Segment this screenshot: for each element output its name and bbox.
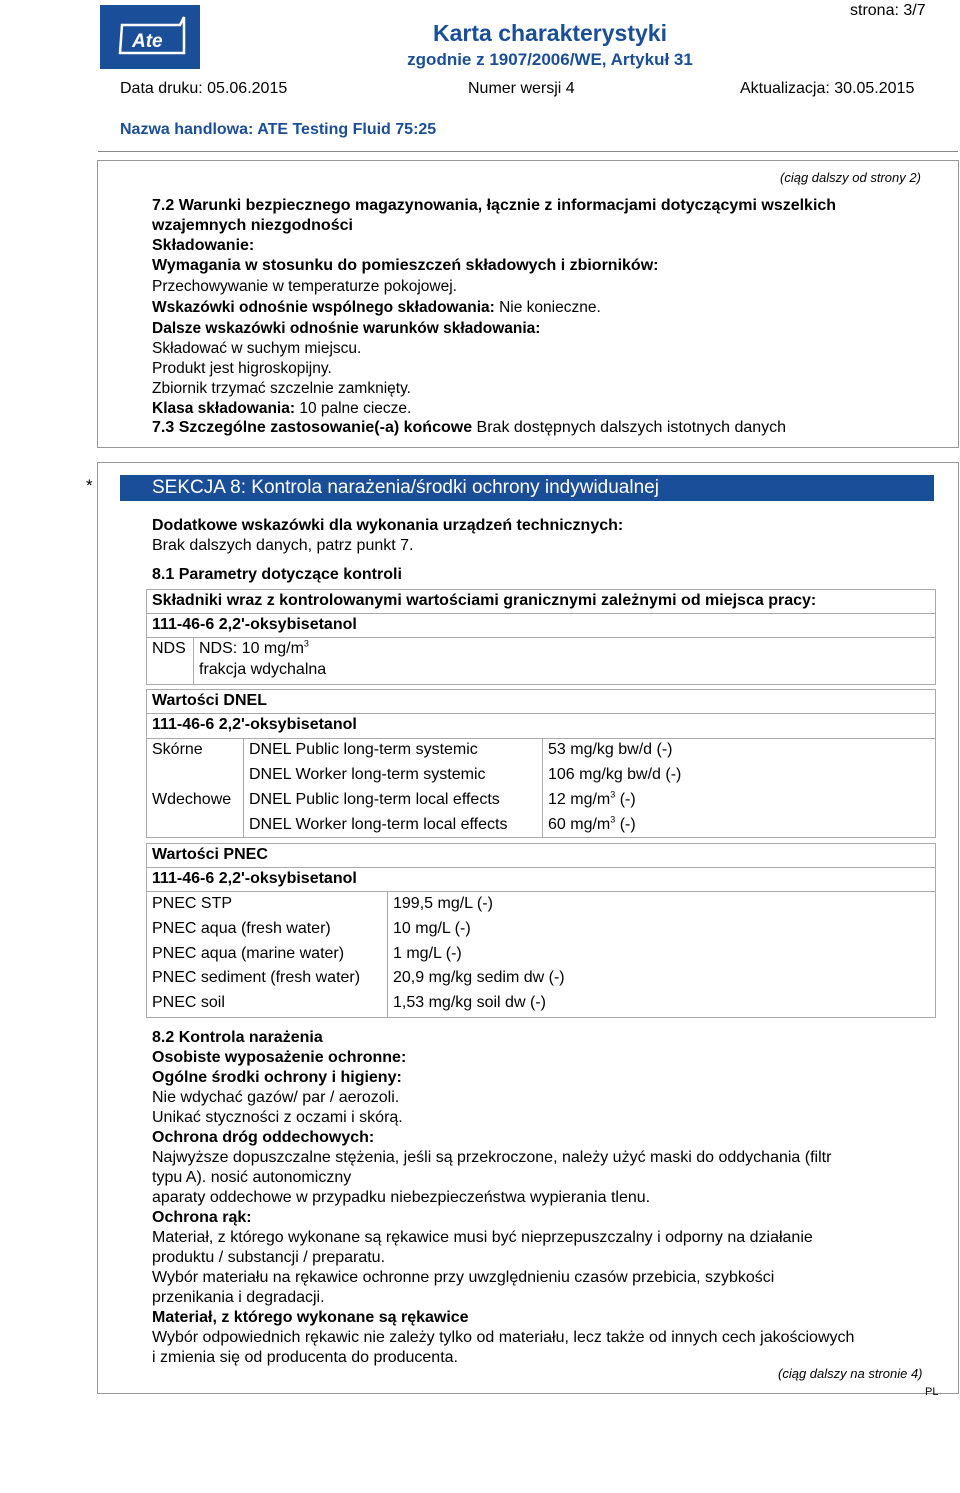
dnel-table-divider bbox=[146, 738, 936, 739]
dnel-route: Wdechowe bbox=[152, 791, 232, 808]
specific-end-use bbox=[152, 418, 786, 438]
section8-title-bar: SEKCJA 8: Kontrola narażenia/środki ochrony indywidualnej bbox=[120, 475, 934, 501]
hand-protection-line: produktu / substancji / preparatu. bbox=[152, 1249, 386, 1266]
hand-protection-line: przenikania i degradacji. bbox=[152, 1289, 325, 1306]
oel-table-column-divider bbox=[193, 637, 194, 684]
nds-note: frakcja wdychalna bbox=[199, 661, 327, 678]
glove-material-line: i zmienia się od producenta do producenta. bbox=[152, 1349, 458, 1366]
update-date: Aktualizacja: 30.05.2015 bbox=[740, 80, 915, 97]
print-date: Data druku: 05.06.2015 bbox=[120, 80, 288, 97]
hand-protection-line: Wybór materiału na rękawice ochronne przy uwzględnieniu czasów przebicia, szybkości bbox=[152, 1269, 775, 1286]
hygiene-line: Unikać styczności z oczami i skórą. bbox=[152, 1109, 403, 1126]
pnec-value: 1,53 mg/kg soil dw (-) bbox=[393, 994, 546, 1011]
continued-from: (ciąg dalszy od strony 2) bbox=[780, 170, 921, 185]
pnec-desc: PNEC soil bbox=[152, 994, 225, 1011]
revision-marker: * bbox=[86, 476, 93, 495]
dnel-desc: DNEL Public long-term systemic bbox=[249, 741, 478, 758]
joint-storage-label: Wskazówki odnośnie wspólnego składowania: bbox=[152, 299, 495, 316]
ate-logo bbox=[100, 5, 200, 69]
continued-to: (ciąg dalszy na stronie 4) bbox=[778, 1366, 923, 1381]
dnel-value-suffix: (-) bbox=[615, 791, 636, 808]
pnec-table-divider bbox=[146, 891, 936, 892]
nds-unit-sup: 3 bbox=[303, 638, 309, 649]
document-subtitle: zgodnie z 1907/2006/WE, Artykuł 31 bbox=[407, 50, 693, 69]
respiratory-line: aparaty oddechowe w przypadku niebezpieczeństwa wypierania tlenu. bbox=[152, 1189, 651, 1206]
pnec-desc: PNEC aqua (marine water) bbox=[152, 945, 345, 962]
tech-measures-text: Brak dalszych danych, patrz punkt 7. bbox=[152, 537, 414, 554]
pnec-desc: PNEC sediment (fresh water) bbox=[152, 969, 361, 986]
pnec-desc: PNEC STP bbox=[152, 895, 233, 912]
dnel-value-text: 60 mg/m bbox=[548, 816, 611, 833]
pnec-value: 199,5 mg/L (-) bbox=[393, 895, 493, 912]
pnec-value: 20,9 mg/kg sedim dw (-) bbox=[393, 969, 565, 986]
hand-protection-line: Materiał, z którego wykonane są rękawice musi być nieprzepuszczalny i odporny na działanie bbox=[152, 1229, 813, 1246]
further-storage-label: Dalsze wskazówki odnośnie warunków składowania: bbox=[152, 320, 541, 337]
nds-value bbox=[199, 639, 309, 659]
further-storage-line: Produkt jest higroskopijny. bbox=[152, 360, 332, 377]
dnel-desc: DNEL Public long-term local effects bbox=[249, 791, 500, 808]
storage-class-label: Klasa składowania: bbox=[152, 400, 296, 417]
dnel-desc: DNEL Worker long-term local effects bbox=[249, 816, 508, 833]
dnel-value: 53 mg/kg bw/d (-) bbox=[548, 741, 673, 758]
language-code: PL bbox=[925, 1386, 939, 1398]
pnec-value: 10 mg/L (-) bbox=[393, 920, 471, 937]
ate-logo-mark bbox=[100, 5, 200, 69]
svg-text:Ate: Ate bbox=[132, 31, 163, 52]
hand-protection-label: Ochrona rąk: bbox=[152, 1209, 252, 1226]
storage-label: Składowanie: bbox=[152, 237, 255, 254]
page-number: strona: 3/7 bbox=[850, 2, 926, 19]
dnel-table-column-divider bbox=[243, 738, 244, 837]
respiratory-label: Ochrona dróg oddechowych: bbox=[152, 1129, 375, 1146]
hygiene-label: Ogólne środki ochrony i higieny: bbox=[152, 1069, 402, 1086]
pnec-value: 1 mg/L (-) bbox=[393, 945, 462, 962]
respiratory-line: typu A). nosić autonomiczny bbox=[152, 1169, 352, 1186]
pnec-heading: Wartości PNEC bbox=[152, 846, 268, 863]
dnel-table-column-divider bbox=[542, 738, 543, 837]
pnec-table-divider bbox=[146, 867, 936, 868]
further-storage-line: Zbiornik trzymać szczelnie zamknięty. bbox=[152, 380, 411, 397]
dnel-heading: Wartości DNEL bbox=[152, 692, 267, 709]
dnel-substance: 111-46-6 2,2'-oksybisetanol bbox=[152, 716, 357, 733]
oel-heading: Składniki wraz z kontrolowanymi wartościami granicznymi zależnymi od miejsca pracy: bbox=[152, 592, 817, 609]
dnel-route: Skórne bbox=[152, 741, 203, 758]
storage-class-text: 10 palne ciecze. bbox=[299, 400, 412, 417]
dnel-unit-sup: 3 bbox=[610, 789, 616, 800]
header-divider bbox=[98, 151, 958, 152]
dnel-value-text: 12 mg/m bbox=[548, 791, 611, 808]
storage-requirements-text: Przechowywanie w temperaturze pokojowej. bbox=[152, 278, 457, 295]
dnel-table-divider bbox=[146, 713, 936, 714]
joint-storage bbox=[152, 298, 601, 318]
trade-name: Nazwa handlowa: ATE Testing Fluid 75:25 bbox=[120, 121, 437, 138]
glove-material-line: Wybór odpowiednich rękawic nie zależy tylko od materiału, lecz także od innych cech jakościowych bbox=[152, 1329, 855, 1346]
pnec-substance: 111-46-6 2,2'-oksybisetanol bbox=[152, 870, 357, 887]
respiratory-line: Najwyższe dopuszczalne stężenia, jeśli są przekroczone, należy użyć maski do oddychania (filtr bbox=[152, 1149, 832, 1166]
storage-requirements-label: Wymagania w stosunku do pomieszczeń składowych i zbiorników: bbox=[152, 257, 659, 274]
specific-end-use-text: Brak dostępnych dalszych istotnych danych bbox=[476, 419, 787, 436]
nds-value-text: NDS: 10 mg/m bbox=[199, 640, 304, 657]
oel-table-divider bbox=[146, 613, 936, 614]
hygiene-line: Nie wdychać gazów/ par / aerozoli. bbox=[152, 1089, 400, 1106]
heading-7-2-line1: 7.2 Warunki bezpiecznego magazynowania, łącznie z informacjami dotyczącymi wszelkich bbox=[152, 197, 837, 214]
heading-8-1: 8.1 Parametry dotyczące kontroli bbox=[152, 566, 402, 583]
joint-storage-text: Nie konieczne. bbox=[499, 299, 601, 316]
pnec-desc: PNEC aqua (fresh water) bbox=[152, 920, 331, 937]
oel-table-divider bbox=[146, 637, 936, 638]
pnec-table-column-divider bbox=[387, 891, 388, 1017]
further-storage-line: Składować w suchym miejscu. bbox=[152, 340, 362, 357]
version-number: Numer wersji 4 bbox=[468, 80, 575, 97]
oel-substance: 111-46-6 2,2'-oksybisetanol bbox=[152, 616, 357, 633]
dnel-value: 106 mg/kg bw/d (-) bbox=[548, 766, 682, 783]
dnel-value bbox=[548, 815, 636, 835]
dnel-value bbox=[548, 790, 636, 810]
nds-label: NDS bbox=[152, 640, 186, 657]
ppe-label: Osobiste wyposażenie ochronne: bbox=[152, 1049, 407, 1066]
dnel-unit-sup: 3 bbox=[610, 814, 616, 825]
dnel-value-suffix: (-) bbox=[615, 816, 636, 833]
document-title: Karta charakterystyki bbox=[433, 20, 667, 46]
tech-measures-label: Dodatkowe wskazówki dla wykonania urządzeń technicznych: bbox=[152, 517, 624, 534]
glove-material-label: Materiał, z którego wykonane są rękawice bbox=[152, 1309, 469, 1326]
heading-8-2: 8.2 Kontrola narażenia bbox=[152, 1029, 323, 1046]
storage-class bbox=[152, 399, 411, 419]
heading-7-2-line2: wzajemnych niezgodności bbox=[152, 217, 353, 234]
heading-7-3: 7.3 Szczególne zastosowanie(-a) końcowe bbox=[152, 419, 473, 436]
dnel-desc: DNEL Worker long-term systemic bbox=[249, 766, 486, 783]
